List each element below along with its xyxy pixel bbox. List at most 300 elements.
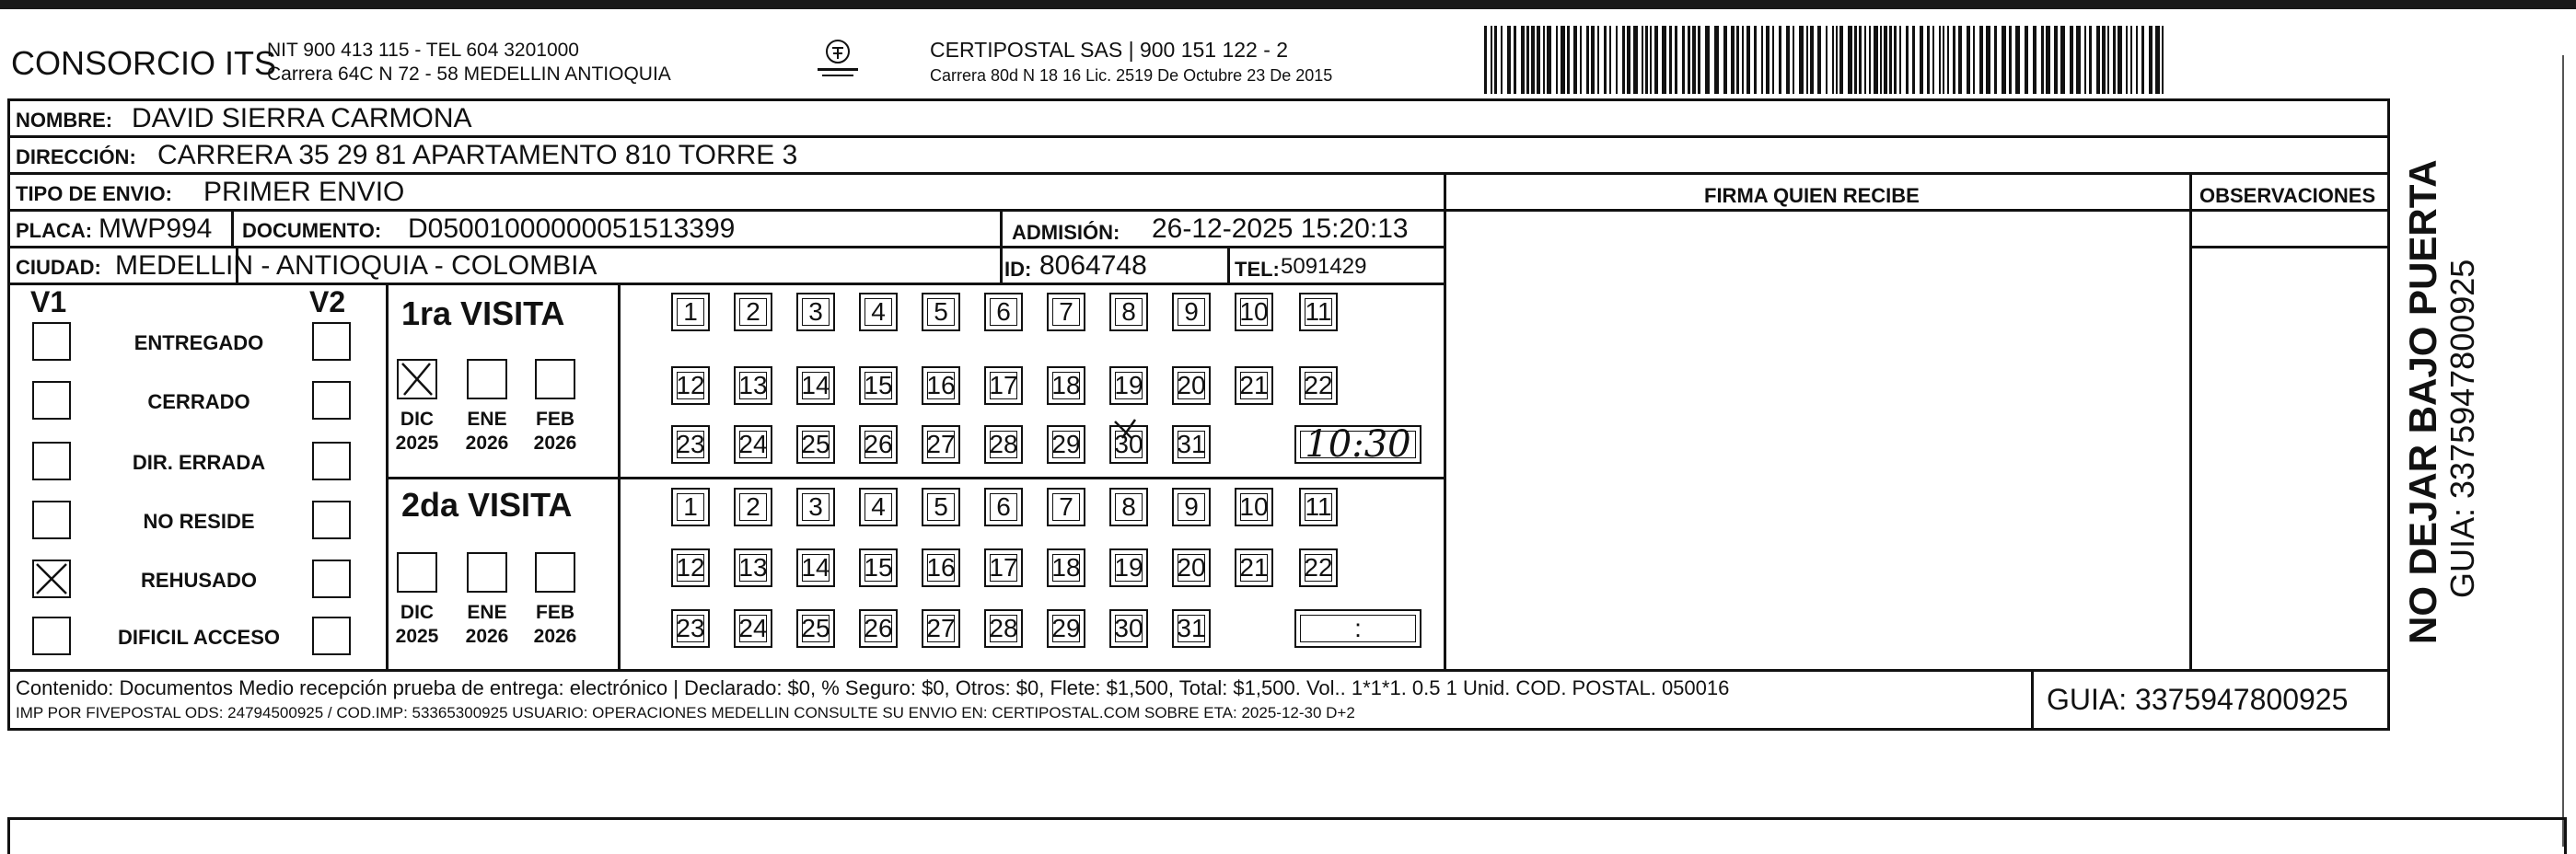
placa-value: MWP994 — [99, 214, 213, 244]
barcode-bar — [1669, 26, 1672, 94]
day-number: 21 — [1239, 371, 1269, 399]
month-year: 2025 — [395, 626, 439, 647]
barcode-bar — [1979, 26, 1983, 94]
barcode-bar — [1967, 26, 1970, 94]
barcode-bar — [1662, 26, 1666, 94]
day-box[interactable] — [1109, 425, 1148, 464]
barcode-bar — [1899, 26, 1901, 94]
day-box[interactable] — [1047, 366, 1085, 405]
day-number: 30 — [1114, 614, 1143, 642]
day-number: 20 — [1177, 553, 1206, 582]
day-box[interactable] — [1299, 548, 1338, 587]
tipo-envio-label: TIPO DE ENVIO: — [16, 182, 172, 205]
barcode-bar — [1973, 26, 1975, 94]
barcode-bar — [2141, 26, 2144, 94]
barcode-bar — [1692, 26, 1696, 94]
day-box[interactable] — [671, 488, 710, 526]
month-name: FEB — [536, 602, 574, 623]
day-number: 25 — [801, 430, 830, 458]
barcode-bar — [1864, 26, 1866, 94]
day-number: 17 — [989, 553, 1018, 582]
day-box[interactable] — [671, 425, 710, 464]
month-checkbox[interactable] — [397, 552, 437, 593]
month-label — [389, 408, 445, 456]
day-box[interactable] — [984, 488, 1023, 526]
v1-checkbox[interactable] — [32, 381, 71, 420]
footer-guia: GUIA: 3375947800925 — [2047, 683, 2349, 716]
admision-value: 26-12-2025 15:20:13 — [1152, 214, 1409, 244]
day-number: 7 — [1059, 492, 1073, 521]
v2-checkbox[interactable] — [312, 322, 351, 361]
barcode-bar — [1912, 26, 1915, 94]
barcode-bar — [1754, 26, 1757, 94]
day-number: 11 — [1305, 297, 1332, 326]
month-label — [459, 408, 515, 456]
month-label — [459, 601, 515, 649]
barcode-bar — [1839, 26, 1843, 94]
v1-label: V1 — [30, 285, 67, 318]
barcode-bar — [1491, 26, 1492, 94]
barcode-bar — [2089, 26, 2092, 94]
day-number: 15 — [864, 553, 893, 582]
day-box[interactable] — [1235, 366, 1273, 405]
barcode-bar — [1920, 26, 1923, 94]
day-number: 18 — [1051, 553, 1081, 582]
barcode-bar — [2033, 26, 2036, 94]
barcode-bar — [1537, 26, 1540, 94]
month-name: ENE — [467, 602, 507, 623]
day-box[interactable] — [1172, 366, 1211, 405]
day-number: 29 — [1051, 430, 1081, 458]
day-number: 27 — [926, 430, 956, 458]
day-number: 22 — [1304, 371, 1333, 399]
day-box[interactable] — [859, 425, 898, 464]
day-box[interactable] — [1235, 293, 1273, 331]
day-box[interactable] — [671, 293, 710, 331]
day-box[interactable] — [1172, 425, 1211, 464]
month-checkbox[interactable] — [467, 552, 507, 593]
day-box[interactable] — [1047, 425, 1085, 464]
ciudad-label: CIUDAD: — [16, 256, 101, 279]
barcode-bar — [1859, 26, 1862, 94]
barcode-bar — [1609, 26, 1611, 94]
day-number: 2 — [746, 297, 760, 326]
month-label — [528, 408, 583, 456]
barcode-bar — [1561, 26, 1565, 94]
barcode-bar — [2155, 26, 2160, 94]
status-label: CERRADO — [147, 390, 250, 413]
documento-label: DOCUMENTO: — [242, 219, 382, 242]
barcode-bar — [2136, 26, 2138, 94]
barcode-bar — [1494, 26, 1497, 94]
barcode-bar — [1832, 26, 1834, 94]
day-box[interactable] — [1299, 293, 1338, 331]
day-box[interactable] — [922, 488, 960, 526]
barcode-bar — [1675, 26, 1677, 94]
barcode-bar — [1556, 26, 1558, 94]
placa-label: PLACA: — [16, 219, 93, 242]
day-box[interactable] — [734, 609, 772, 648]
visit-time-value: 10:30 — [1305, 423, 1411, 466]
day-box[interactable] — [1047, 293, 1085, 331]
day-number: 3 — [808, 492, 823, 521]
day-box[interactable] — [984, 548, 1023, 587]
barcode-bar — [1597, 26, 1599, 94]
barcode-bar — [1927, 26, 1930, 94]
month-year: 2025 — [395, 433, 439, 454]
month-year: 2026 — [533, 626, 577, 647]
day-box[interactable] — [984, 425, 1023, 464]
month-name: ENE — [467, 409, 507, 430]
day-box[interactable] — [922, 366, 960, 405]
day-box[interactable] — [859, 366, 898, 405]
company-address: Carrera 64C N 72 - 58 MEDELLIN ANTIOQUIA — [267, 63, 671, 85]
v2-checkbox[interactable] — [312, 501, 351, 539]
barcode-bar — [1654, 26, 1658, 94]
documento-value: D05001000000051513399 — [408, 214, 736, 244]
barcode-bar — [1766, 26, 1770, 94]
barcode-bar — [2070, 26, 2073, 94]
tipo-envio-value: PRIMER ENVIO — [203, 177, 405, 207]
day-box[interactable] — [1172, 488, 1211, 526]
day-box[interactable] — [859, 548, 898, 587]
check-x-icon — [34, 561, 69, 596]
barcode-bar — [2009, 26, 2012, 94]
day-number: 9 — [1184, 492, 1199, 521]
day-box[interactable] — [859, 488, 898, 526]
firma-header: FIRMA QUIEN RECIBE — [1704, 184, 1920, 207]
barcode-bar — [1772, 26, 1774, 94]
admision-label: ADMISIÓN: — [1012, 221, 1120, 244]
day-box[interactable] — [1109, 548, 1148, 587]
day-number: 11 — [1305, 492, 1332, 521]
day-box[interactable] — [922, 609, 960, 648]
day-number: 4 — [871, 297, 886, 326]
barcode-bar — [1586, 26, 1589, 94]
barcode-bar — [2046, 26, 2050, 94]
day-box[interactable] — [796, 548, 835, 587]
barcode-bar — [1939, 26, 1941, 94]
barcode-bar — [1786, 26, 1790, 94]
barcode-bar — [2107, 26, 2109, 94]
day-box[interactable] — [796, 366, 835, 405]
day-number: 7 — [1059, 297, 1073, 326]
barcode-bar — [1810, 26, 1814, 94]
barcode-bar — [2130, 26, 2132, 94]
barcode-bar — [1531, 26, 1535, 94]
barcode-bar — [1642, 26, 1643, 94]
day-number: 21 — [1239, 553, 1269, 582]
nombre-value: DAVID SIERRA CARMONA — [132, 103, 472, 133]
barcode-bar — [1826, 26, 1828, 94]
day-number: 5 — [934, 297, 948, 326]
barcode-bar — [2102, 26, 2106, 94]
barcode-bar — [1507, 26, 1511, 94]
barcode-bar — [2113, 26, 2116, 94]
month-checkbox[interactable] — [397, 359, 437, 399]
day-box[interactable] — [671, 548, 710, 587]
certipostal-logo-icon — [815, 35, 861, 81]
day-box[interactable] — [859, 609, 898, 648]
month-name: FEB — [536, 409, 574, 430]
month-label — [528, 601, 583, 649]
id-label: ID: — [1004, 258, 1032, 281]
v1-checkbox[interactable] — [32, 617, 71, 655]
day-box[interactable] — [1172, 293, 1211, 331]
v2-checkbox[interactable] — [312, 617, 351, 655]
handwritten-check-icon — [1108, 418, 1152, 455]
barcode-bar — [1779, 26, 1781, 94]
barcode-bar — [2118, 26, 2122, 94]
barcode-bar — [1682, 26, 1685, 94]
day-number: 10 — [1239, 492, 1269, 521]
barcode-bar — [1731, 26, 1735, 94]
day-number: 13 — [738, 371, 768, 399]
barcode-bar — [1501, 26, 1503, 94]
barcode-bar — [2084, 26, 2086, 94]
day-number: 24 — [738, 430, 768, 458]
v1-checkbox[interactable] — [32, 322, 71, 361]
day-box[interactable] — [796, 293, 835, 331]
day-box[interactable] — [859, 293, 898, 331]
day-box[interactable] — [1109, 293, 1148, 331]
barcode-bar — [2096, 26, 2100, 94]
day-number: 9 — [1184, 297, 1199, 326]
day-box[interactable] — [1047, 488, 1085, 526]
barcode-bar — [1894, 26, 1897, 94]
day-number: 6 — [996, 297, 1011, 326]
day-number: 28 — [989, 614, 1018, 642]
day-box[interactable] — [1299, 366, 1338, 405]
day-box[interactable] — [1109, 366, 1148, 405]
day-box[interactable] — [1109, 488, 1148, 526]
day-box[interactable] — [984, 366, 1023, 405]
barcode-bar — [1958, 26, 1962, 94]
day-number: 12 — [676, 553, 705, 582]
v2-checkbox[interactable] — [312, 442, 351, 480]
barcode-bar — [1567, 26, 1570, 94]
day-box[interactable] — [1109, 609, 1148, 648]
barcode-bar — [1547, 26, 1551, 94]
day-box[interactable] — [734, 548, 772, 587]
status-label: DIR. ERRADA — [132, 451, 266, 474]
day-box[interactable] — [671, 609, 710, 648]
barcode-bar — [1616, 26, 1618, 94]
day-number: 16 — [926, 371, 956, 399]
barcode-bar — [1627, 26, 1630, 94]
top-border — [0, 0, 2576, 9]
month-checkbox[interactable] — [467, 359, 507, 399]
company-name: CONSORCIO ITS — [11, 44, 277, 82]
day-number: 23 — [676, 614, 705, 642]
barcode-bar — [1633, 26, 1638, 94]
day-box[interactable] — [734, 488, 772, 526]
barcode-bar — [1848, 26, 1852, 94]
barcode-bar — [1736, 26, 1739, 94]
day-number: 26 — [864, 614, 893, 642]
v1-checkbox[interactable] — [32, 560, 71, 598]
barcode-bar — [1869, 26, 1871, 94]
day-number: 1 — [683, 492, 698, 521]
day-number: 14 — [801, 553, 830, 582]
day-box[interactable] — [984, 609, 1023, 648]
page-edge — [2562, 55, 2564, 847]
barcode-bar — [1622, 26, 1625, 94]
barcode-bar — [1484, 26, 1487, 94]
barcode-bar — [1591, 26, 1595, 94]
day-number: 28 — [989, 430, 1018, 458]
visit-time-value: : — [1354, 614, 1362, 642]
day-number: 8 — [1121, 297, 1136, 326]
month-checkbox[interactable] — [535, 359, 575, 399]
v2-label: V2 — [309, 285, 346, 318]
barcode-bar — [2041, 26, 2044, 94]
second-visit-time-box[interactable] — [1294, 609, 1421, 648]
status-label: DIFICIL ACCESO — [117, 626, 280, 649]
barcode-bar — [2015, 26, 2020, 94]
barcode-bar — [1705, 26, 1710, 94]
barcode-bar — [1650, 26, 1652, 94]
day-number: 15 — [864, 371, 893, 399]
day-number: 25 — [801, 614, 830, 642]
month-name: DIC — [400, 602, 435, 623]
check-x-icon — [399, 361, 435, 398]
barcode-bar — [2002, 26, 2006, 94]
day-box[interactable] — [1047, 609, 1085, 648]
barcode-bar — [1793, 26, 1794, 94]
month-checkbox[interactable] — [535, 552, 575, 593]
carrier-address: Carrera 80d N 18 16 Lic. 2519 De Octubre 23 De 2015 — [930, 66, 1333, 85]
day-box[interactable] — [734, 293, 772, 331]
ciudad-value: MEDELLIN - ANTIOQUIA - COLOMBIA — [115, 250, 598, 281]
barcode-bar — [1526, 26, 1529, 94]
first-visit-time-box[interactable] — [1294, 425, 1421, 464]
tel-value: 5091429 — [1281, 254, 1367, 279]
day-number: 5 — [934, 492, 948, 521]
day-box[interactable] — [1047, 548, 1085, 587]
day-number: 19 — [1114, 553, 1143, 582]
direccion-value: CARRERA 35 29 81 APARTAMENTO 810 TORRE 3 — [157, 140, 798, 170]
barcode-bar — [1854, 26, 1857, 94]
barcode-bar — [1761, 26, 1763, 94]
barcode-bar — [1543, 26, 1545, 94]
status-label: NO RESIDE — [143, 510, 255, 533]
day-number: 1 — [683, 297, 698, 326]
barcode-bar — [1884, 26, 1887, 94]
day-number: 6 — [996, 492, 1011, 521]
day-box[interactable] — [1235, 488, 1273, 526]
barcode-bar — [1698, 26, 1700, 94]
day-number: 12 — [676, 371, 705, 399]
barcode-bar — [1943, 26, 1944, 94]
barcode-bar — [1604, 26, 1607, 94]
barcode-bar — [1953, 26, 1955, 94]
barcode-bar — [1714, 26, 1719, 94]
side-guia: GUIA: 3375947800925 — [2443, 259, 2481, 598]
barcode-bar — [1932, 26, 1934, 94]
v2-checkbox[interactable] — [312, 560, 351, 598]
barcode-bar — [1688, 26, 1690, 94]
next-label-frame — [7, 817, 2567, 854]
barcode-bar — [1580, 26, 1582, 94]
observaciones-header: OBSERVACIONES — [2199, 184, 2376, 207]
month-label — [389, 601, 445, 649]
v1-checkbox[interactable] — [32, 501, 71, 539]
v2-checkbox[interactable] — [312, 381, 351, 420]
day-number: 30 — [1114, 430, 1143, 458]
day-box[interactable] — [1235, 548, 1273, 587]
day-box[interactable] — [671, 366, 710, 405]
no-dejar-warning: NO DEJAR BAJO PUERTA — [2401, 159, 2444, 644]
barcode-bar — [1836, 26, 1838, 94]
delivery-form — [7, 98, 2390, 731]
day-box[interactable] — [922, 548, 960, 587]
tel-label: TEL: — [1235, 258, 1280, 281]
status-label: REHUSADO — [141, 569, 257, 592]
barcode-bar — [1880, 26, 1882, 94]
day-box[interactable] — [984, 293, 1023, 331]
day-number: 4 — [871, 492, 886, 521]
day-number: 27 — [926, 614, 956, 642]
second-visit-label: 2da VISITA — [401, 486, 573, 524]
barcode-bar — [2076, 26, 2081, 94]
day-box[interactable] — [796, 609, 835, 648]
company-nit: NIT 900 413 115 - TEL 604 3201000 — [267, 40, 579, 61]
day-number: 19 — [1114, 371, 1143, 399]
footer-imp-line: IMP POR FIVEPOSTAL ODS: 24794500925 / COD.IMP: 53365300925 USUARIO: OPERACIONES MEDELLIN CONSULTE SU ENVIO EN: CERTIPOSTAL.COM SOBRE ETA: 2025-12-30 D+2 — [16, 704, 1355, 721]
day-number: 29 — [1051, 614, 1081, 642]
barcode-bar — [1994, 26, 1997, 94]
barcode-bar — [1746, 26, 1750, 94]
barcode-bar — [1806, 26, 1808, 94]
barcode-bar — [2060, 26, 2065, 94]
day-box[interactable] — [922, 293, 960, 331]
day-number: 20 — [1177, 371, 1206, 399]
barcode-bar — [1799, 26, 1804, 94]
day-box[interactable] — [922, 425, 960, 464]
day-number: 31 — [1177, 614, 1206, 642]
day-box[interactable] — [1172, 548, 1211, 587]
day-box[interactable] — [796, 488, 835, 526]
barcode-bar — [2149, 26, 2152, 94]
day-box[interactable] — [796, 425, 835, 464]
status-label: ENTREGADO — [133, 331, 264, 354]
carrier-name: CERTIPOSTAL SAS | 900 151 122 - 2 — [930, 38, 1289, 62]
month-year: 2026 — [465, 626, 509, 647]
barcode-bar — [1889, 26, 1892, 94]
day-box[interactable] — [1299, 488, 1338, 526]
month-year: 2026 — [533, 433, 577, 454]
day-number: 3 — [808, 297, 823, 326]
barcode-bar — [1906, 26, 1909, 94]
month-year: 2026 — [465, 433, 509, 454]
day-number: 10 — [1239, 297, 1269, 326]
barcode-bar — [1573, 26, 1577, 94]
barcode-bar — [2025, 26, 2028, 94]
barcode-bar — [1742, 26, 1744, 94]
barcode-bar — [2054, 26, 2058, 94]
day-box[interactable] — [734, 425, 772, 464]
day-number: 31 — [1177, 430, 1206, 458]
day-number: 14 — [801, 371, 830, 399]
barcode-bar — [1947, 26, 1949, 94]
day-number: 16 — [926, 553, 956, 582]
v1-checkbox[interactable] — [32, 442, 71, 480]
month-name: DIC — [400, 409, 435, 430]
day-box[interactable] — [734, 366, 772, 405]
day-box[interactable] — [1172, 609, 1211, 648]
barcode-bar — [2162, 26, 2164, 94]
